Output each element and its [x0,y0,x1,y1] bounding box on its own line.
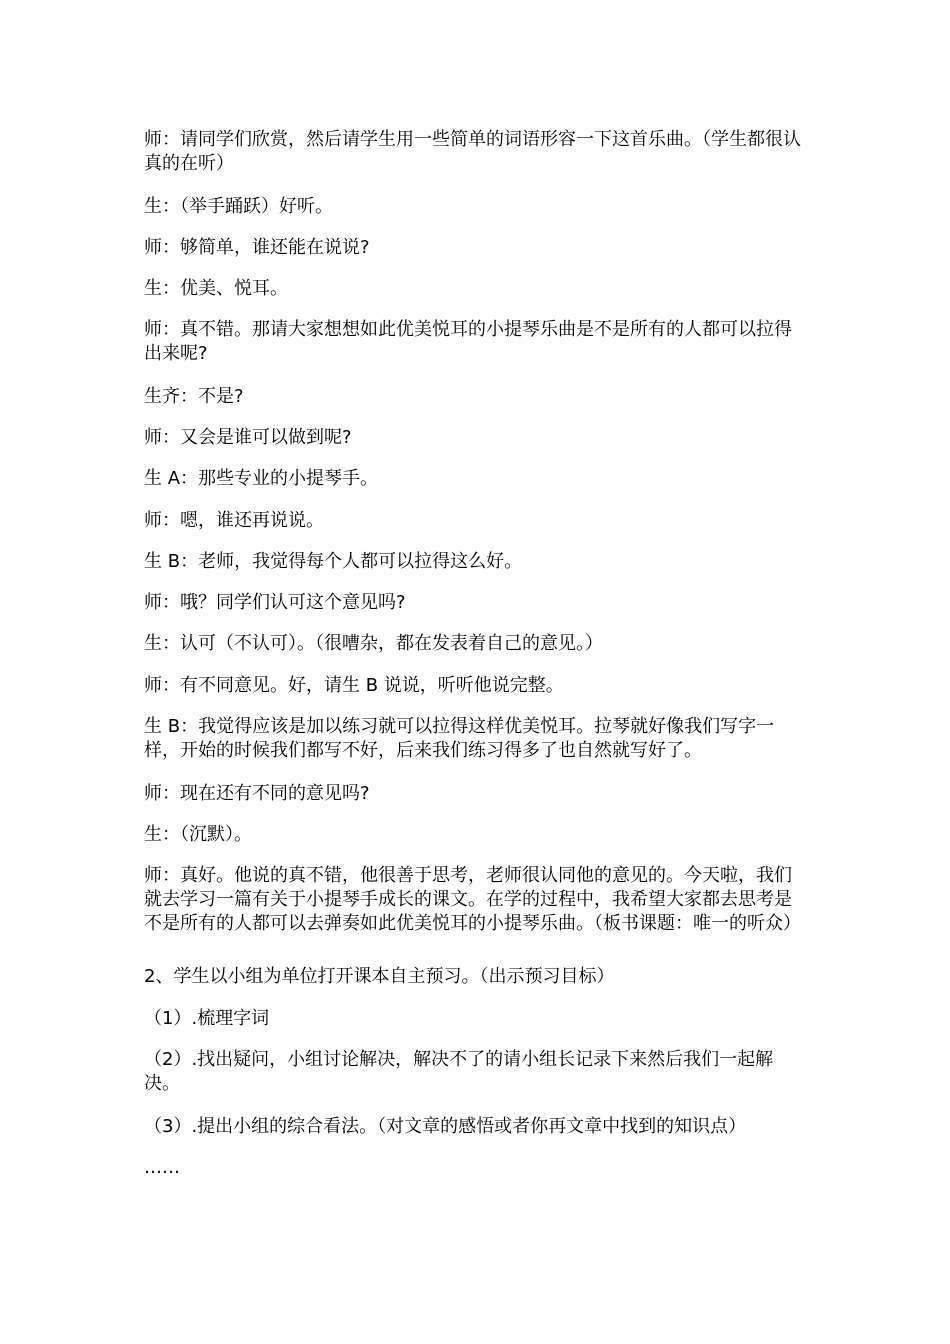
paragraph-11: 师：哦？同学们认可这个意见吗? [144,592,406,613]
paragraph-19: （1）.梳理字词 [144,1008,270,1029]
paragraph-22: …… [144,1157,180,1178]
paragraph-14: 生 B：我觉得应该是加以练习就可以拉得这样优美悦耳。拉琴就好像我们写字一样，开始的时候我们都写不好，后来我们练习得多了也自然就写好了。 [144,716,775,761]
paragraph-1: 师：请同学们欣赏，然后请学生用一些简单的词语形容一下这首乐曲。（学生都很认真的在听） [144,129,801,174]
paragraph-3: 师：够简单，谁还能在说说? [144,237,370,258]
paragraph-8: 生 A：那些专业的小提琴手。 [144,468,379,489]
paragraph-6: 生齐：不是? [144,386,244,407]
paragraph-18: 2、学生以小组为单位打开课本自主预习。（出示预习目标） [144,966,615,987]
paragraph-2: 生：（举手踊跃）好听。 [144,196,333,217]
paragraph-10: 生 B：老师，我觉得每个人都可以拉得这么好。 [144,551,523,572]
paragraph-17: 师：真好。他说的真不错，他很善于思考，老师很认同他的意见的。今天啦，我们就去学习一篇有关于小提琴手成长的课文。在学的过程中，我希望大家都去思考是不是所有的人都可以去弹奏如此优美悦耳的小提琴乐曲。（板书课题：唯一的听众） [144,865,801,934]
paragraph-21: （3）.提出小组的综合看法。（对文章的感悟或者你再文章中找到的知识点） [144,1116,747,1137]
paragraph-4: 生：优美、悦耳。 [144,278,288,299]
paragraph-9: 师：嗯，谁还再说说。 [144,510,324,531]
paragraph-20: （2）.找出疑问，小组讨论解决，解决不了的请小组长记录下来然后我们一起解决。 [144,1049,774,1094]
paragraph-13: 师：有不同意见。好，请生 B 说说，听听他说完整。 [144,675,564,696]
paragraph-12: 生：认可（不认可）。（很嘈杂，都在发表着自己的意见。） [144,633,603,654]
paragraph-7: 师：又会是谁可以做到呢? [144,427,352,448]
paragraph-5: 师：真不错。那请大家想想如此优美悦耳的小提琴乐曲是不是所有的人都可以拉得出来呢? [144,319,792,364]
paragraph-16: 生：（沉默）。 [144,824,252,845]
paragraph-15: 师：现在还有不同的意见吗? [144,783,370,804]
